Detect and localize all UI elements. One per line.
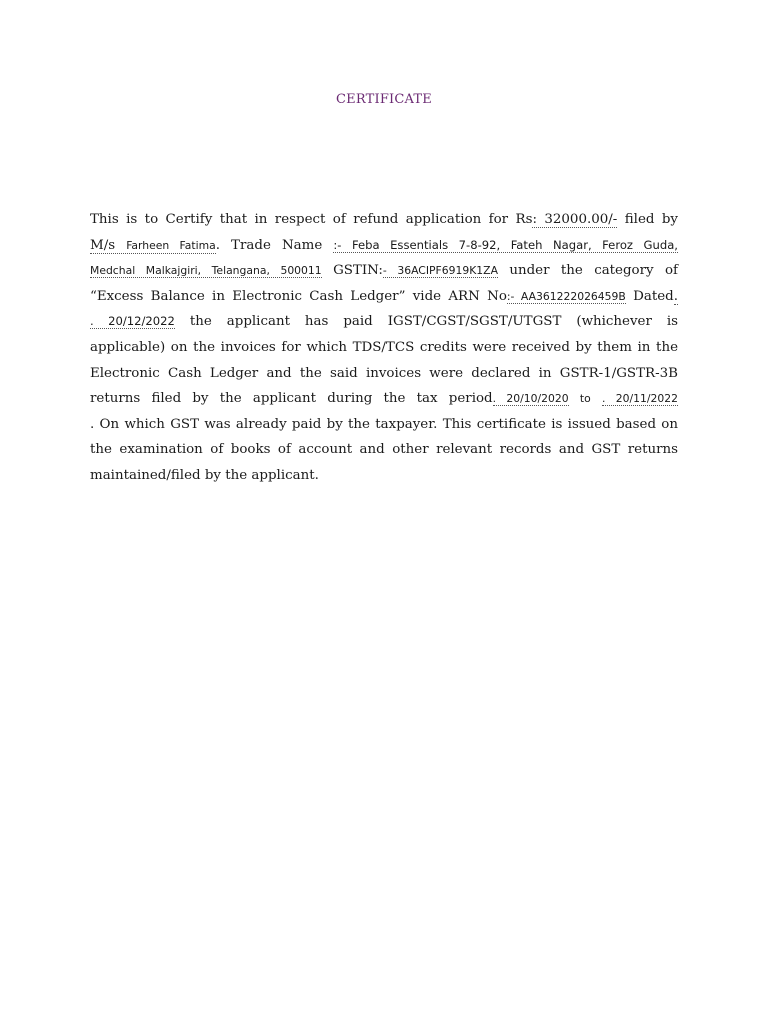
body-line-4 <box>90 284 678 310</box>
body-line-11: maintained/filed by the applicant. <box>90 467 319 483</box>
to-label: to <box>579 392 591 406</box>
certify-text: This is to Certify that in respect of refund application for Rs <box>90 212 533 227</box>
arn-field: :- AA361222026459B <box>506 289 626 303</box>
gstin-label: GSTIN: <box>333 263 383 279</box>
excess-balance-text: “Excess Balance in Electronic Cash Ledger” vide ARN No <box>90 288 507 304</box>
body-line-1 <box>90 207 678 233</box>
filed-by-text: filed by <box>624 212 678 227</box>
period-from-field: . 20/10/2020 <box>492 392 569 406</box>
period-to-field: . 20/11/2022 <box>601 392 679 406</box>
body-line-9: . On which GST was already paid by the taxpayer. This certificate is issued based on <box>90 416 678 432</box>
body-line-6: applicable) on the invoices for which TDS/TCS credits were received by them in the <box>90 339 678 355</box>
tax-period-text: returns filed by the applicant during the tax period <box>90 391 493 407</box>
paid-text: the applicant has paid IGST/CGST/SGST/UTGST (whichever is <box>189 314 678 330</box>
refund-amount-field: : 32000.00/- <box>532 212 618 227</box>
body-line-7: Electronic Cash Ledger and the said invoices were declared in GSTR-1/GSTR-3B <box>90 365 678 381</box>
arn-date-field: . 20/12/2022 <box>90 314 175 329</box>
body-line-5 <box>90 309 678 335</box>
trade-name-label: . Trade Name <box>215 237 323 253</box>
category-text: under the category of <box>509 263 678 279</box>
certificate-body <box>90 207 678 489</box>
dated-label: Dated <box>633 288 674 304</box>
applicant-name: Farheen Fatima <box>126 238 216 252</box>
body-line-3 <box>90 258 678 284</box>
body-line-8 <box>90 386 678 412</box>
certificate-title: CERTIFICATE <box>336 92 432 107</box>
address-field: Medchal Malkajgiri, Telangana, 500011 <box>90 264 322 278</box>
ms-prefix: M/s <box>90 237 116 253</box>
applicant-name-field <box>90 238 216 254</box>
body-line-2 <box>90 233 678 259</box>
dated-dot: . <box>673 288 678 304</box>
body-line-10: the examination of books of account and other relevant records and GST returns <box>90 442 678 458</box>
trade-name-field: :- Feba Essentials 7-8-92, Fateh Nagar, Feroz Guda, <box>333 237 678 252</box>
gstin-field: - 36ACIPF6919K1ZA <box>382 264 498 278</box>
